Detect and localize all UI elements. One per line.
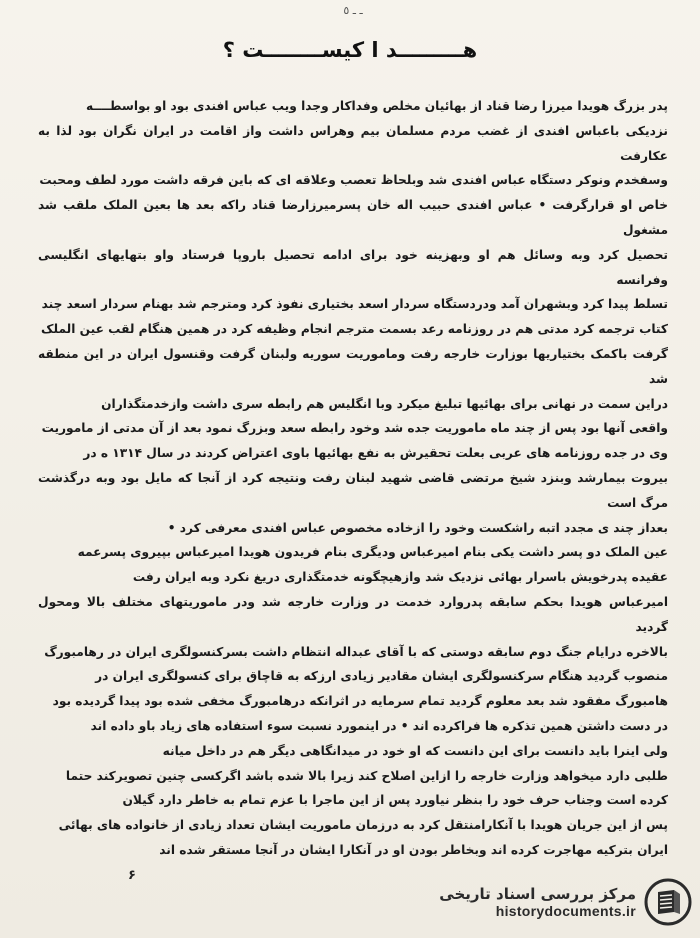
document-title: هـــــــــد ا کیســــــــت ؟ xyxy=(222,38,478,62)
watermark-text xyxy=(439,885,636,919)
watermark xyxy=(392,874,692,930)
watermark-title: مرکز بررسی اسناد تاریخی xyxy=(439,885,636,903)
book-page-icon xyxy=(644,878,692,926)
watermark-url: historydocuments.ir xyxy=(495,903,636,919)
top-mark: ـ ـ ٥ xyxy=(343,4,363,17)
document-body: پدر بزرگ هویدا میرزا رضا قناد از بهائیان مخلص وفداکار وجدا ویب عباس افندی بود او بواسطــــه نزدیکی باعباس افندی از غضب مردم مسلمان بیم وهراس داشت واز اقامت در ایران نگران بود لذا به عکارفت وسفخدم ونوکر دستگاه عباس افندی شد وبلحاظ تعصب وعلاقه ای که باین فرقه داشت مورد لطف ومحبت خاص او قرارگرفت • عباس افندی حبیب اله خان پسرمیرزارضا قناد راکه بعد ها بعین الملک ملقب شد مشغول تحصیل کرد وبه وسائل هم او وبهزینه خود برای ادامه تحصیل باروپا فرستاد واو بتهایهای انگلیسی وفرانسه تسلط پیدا کرد وبشهران آمد ودردستگاه سردار اسعد بختیاری نفوذ کرد ومترجم شد بهنام سردار اسعد چند کتاب ترجمه کرد مدتی هم در روزنامه رعد بسمت مترجم انجام وظیفه کرد در همین هنگام لقب عین الملک گرفت باکمک بختیاریها بوزارت خارجه رفت وماموریت سوریه ولبنان گرفت وقنسول ایران در این منطقه شد دراین سمت در نهانی برای بهائیها تبلیغ میکرد وبا انگلیس هم رابطه سری داشت وازخدمتگذاران واقعی آنها بود پس از چند ماه ماموریت جده شد وخود رابطه سعد وبزرگ نمود بعد از آن مدتی از ماموریت وی در جده روزنامه های عربی بعلت تحقیرش به نفع بهائیها باوی اعتراض کردند در سال ۱۳۱۴ ه در بیروت بیمارشد وبنزد شیخ مرتضی قاضی شهید لبنان رفت ونتیجه کرد از آنجا که مایل بود وبه درگذشت مرگ است بعداز چند ی مجدد اتبه راشکست وخود را ازخاده مخصوص عباس افندی معرفی کرد • عین الملک دو پسر داشت یکی بنام امیرعباس ودیگری بنام فریدون هویدا امیرعباس بپیروی پسرعمه عقیده پدرخویش باسرار بهائی نزدیک شد وازهیچگونه خدمتگذاری دریغ نکرد وبه ایران رفت امیرعباس هویدا بحکم سابقه پدروارد خدمت در وزارت خارجه شد ودر ماموریتهای مختلف بالا ومحول گردید بالاخره درایام جنگ دوم سابقه دوستی که با آقای عبداله انتظام داشت بسرکنسولگری ایران در رهامبورگ منصوب گردید هنگام سرکنسولگری ایشان مقادیر زیادی ارزکه به قاچاق برای کنسولگری ایران در هامبورگ مفقود شد بعد معلوم گردید تمام سرمایه در اثرانکه درهامبورگ مخفی شده بود پیدا گردیده بود در دست داشتن همین تذکره ها فراکرده اند • در اینمورد نسبت سوء استفاده های زیاد باو داده اند ولی اینرا باید دانست برای این دانست که او خود در میدانگاهی دیگر هم در داخل میانه طلبی دارد میخواهد وزارت خارجه را ازاین اصلاح کند زیرا بالا شده باشد اگرکسی چنین تصویرکند حتما کرده است وجناب حرف خود را بنظر نیاورد پس از این ماجرا با عزم تمام به خاطر دارد گیلان پس از این جریان هویدا با آنکارامنتقل کرد به درزمان ماموریت ایشان تعداد زیادی از خانواده های بهائی ایران بترکیه مهاجرت کرده اند وبخاطر بودن او در آنکارا ایشان در آنجا مستقر شده اند xyxy=(38,99,668,857)
page-number: ۶ xyxy=(128,868,136,883)
